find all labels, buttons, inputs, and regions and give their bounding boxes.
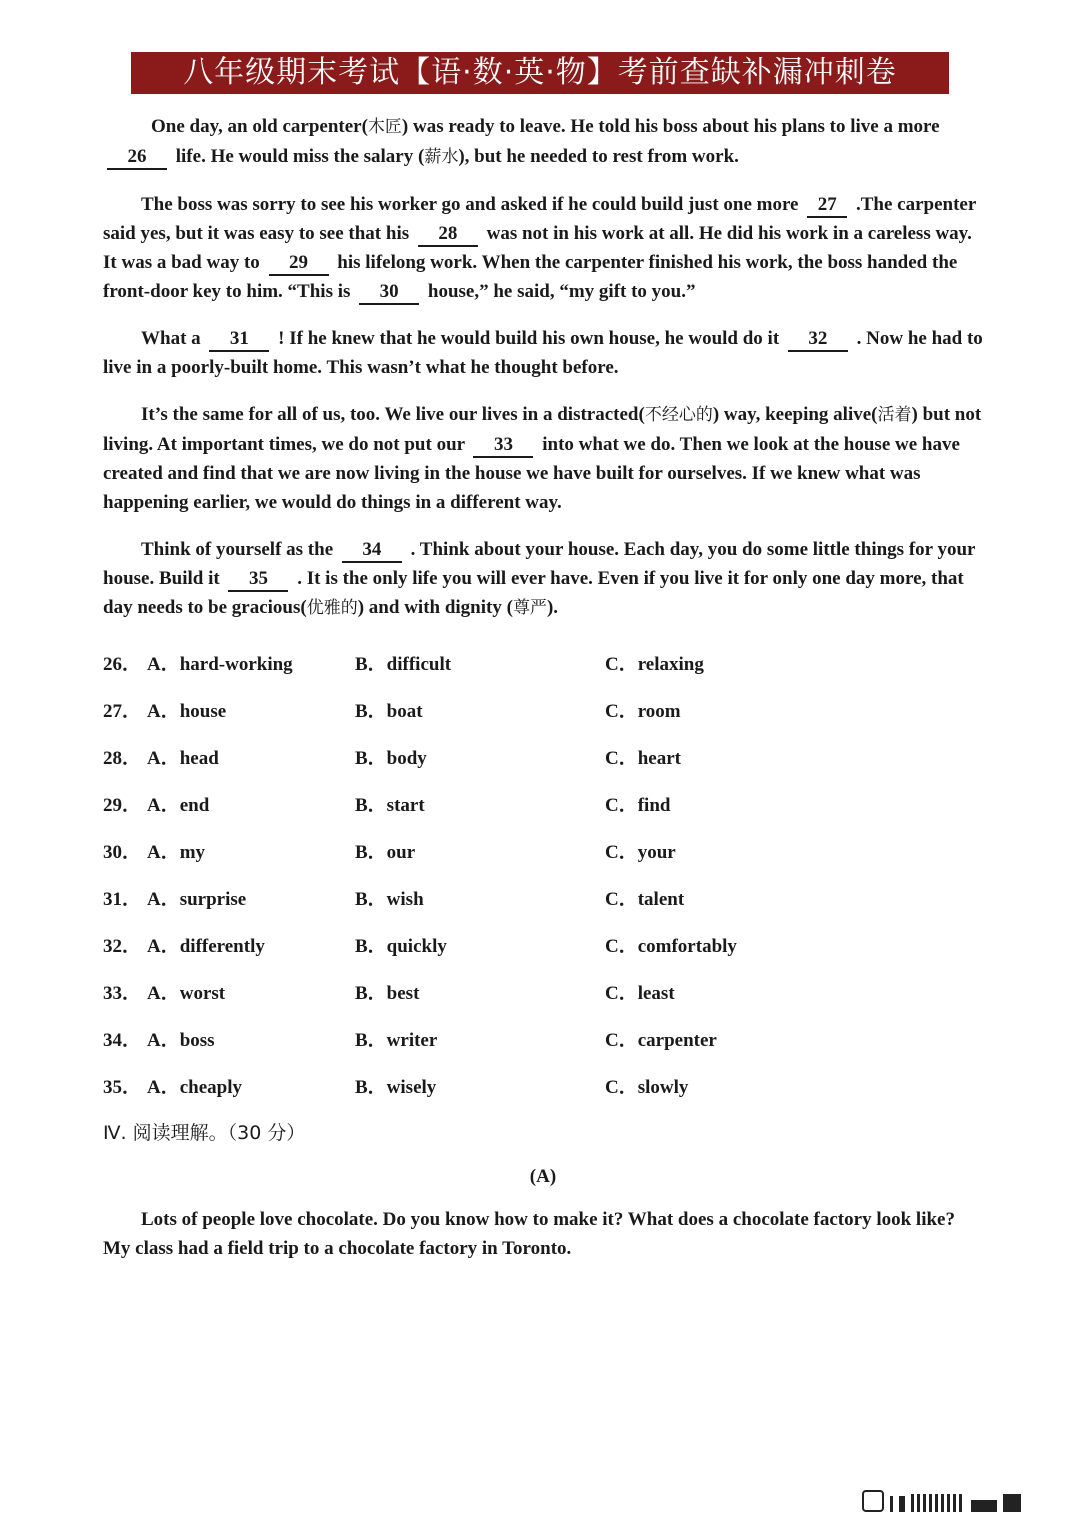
option-a[interactable]: A．house [147,701,227,722]
option-a[interactable]: A．differently [147,936,265,957]
text: was not in his work at all. He did his work in a careless way. It was a bad way to [103,223,972,273]
text: The boss was sorry to see his worker go and asked if he could build just one more [141,194,804,215]
bar-icon [899,1496,905,1512]
section-heading: Ⅳ. 阅读理解。（30 分） [103,1122,306,1144]
option-c[interactable]: C．heart [605,748,681,769]
blank-35[interactable]: 35 [228,568,288,592]
frame-icon[interactable] [862,1490,884,1512]
option-b[interactable]: B．writer [355,1030,438,1051]
chinese-gloss: 尊严 [512,598,547,618]
question-number: 33． [103,983,142,1004]
reading-intro-paragraph: Lots of people love chocolate. Do you know how to make it? What does a chocolate factory look like? My class had a field trip to a chocolate factory in Toronto. [103,1209,955,1259]
question-number: 34． [103,1030,142,1051]
option-c[interactable]: C．talent [605,889,685,910]
text: One day, an old carpenter( [151,116,368,137]
question-number: 32． [103,936,142,957]
text: ) and with dignity ( [357,597,513,618]
option-a[interactable]: A．hard-working [147,654,293,675]
option-b[interactable]: B．boat [355,701,423,722]
text: What a [141,328,206,349]
blank-32[interactable]: 32 [788,328,848,352]
option-b[interactable]: B．wish [355,889,424,910]
question-row-33 [103,970,983,1017]
chinese-gloss: 木匠 [367,117,402,137]
text: Think of yourself as the [141,539,338,560]
option-a[interactable]: A．boss [147,1030,215,1051]
question-row-30 [103,829,983,876]
option-c[interactable]: C．find [605,795,671,816]
text: ! If he knew that he would build his own house, he would do it [273,328,784,349]
text: his lifelong work. When the carpenter finished his work, the boss handed the front-door key to him. “This is [103,252,958,302]
blank-30[interactable]: 30 [359,281,419,305]
blank-33[interactable]: 33 [473,434,533,458]
text: ). [546,597,559,618]
option-a[interactable]: A．worst [147,983,226,1004]
text: . Think about your house. Each day, you do some little things for your house. Build it [103,539,976,589]
bar-icon [971,1500,997,1512]
text: into what we do. Then we look at the house we have created and find that we are now living in the house we have built for ourselves. If we knew what was happening earlier, we would do things in a different way. [103,434,960,513]
option-b[interactable]: B．wisely [355,1077,437,1098]
option-b[interactable]: B．difficult [355,654,452,675]
text: ), but he needed to rest from work. [458,146,739,167]
text: . Now he had to live in a poorly-built home. This wasn’t what he thought before. [103,328,983,378]
option-b[interactable]: B．start [355,795,425,816]
blank-31[interactable]: 31 [209,328,269,352]
chinese-gloss: 薪水 [424,147,459,167]
question-number: 27． [103,701,142,722]
question-number: 29． [103,795,142,816]
blank-34[interactable]: 34 [342,539,402,563]
passage-paragraph-2 [103,190,983,306]
text: .The carpenter said yes, but it was easy to see that his [103,194,976,244]
question-row-28 [103,735,983,782]
passage-paragraph-1 [103,112,983,172]
text: ) but not living. At important times, we do not put our [103,404,982,455]
option-a[interactable]: A．my [147,842,206,863]
blank-26[interactable]: 26 [107,146,167,170]
square-icon [1003,1494,1021,1512]
question-number: 30． [103,842,142,863]
option-b[interactable]: B．best [355,983,420,1004]
question-number: 31． [103,889,142,910]
option-c[interactable]: C．comfortably [605,936,737,957]
text: life. He would miss the salary ( [171,146,425,167]
option-a[interactable]: A．end [147,795,210,816]
passage-paragraph-3 [103,324,983,382]
option-c[interactable]: C．slowly [605,1077,689,1098]
text: . It is the only life you will ever have. Even if you live it for only one day more, that day needs to be gracious( [103,568,964,618]
passage-paragraph-5 [103,535,983,623]
question-number: 35． [103,1077,142,1098]
text: It’s the same for all of us, too. We live our lives in a distracted( [141,404,645,425]
option-c[interactable]: C．least [605,983,675,1004]
blank-28[interactable]: 28 [418,223,478,247]
viewer-toolbar[interactable] [862,1486,1058,1512]
option-a[interactable]: A．cheaply [147,1077,243,1098]
chinese-gloss: 优雅的 [306,598,358,618]
question-row-26 [103,641,983,688]
option-b[interactable]: B．quickly [355,936,447,957]
exam-content [103,112,983,1281]
option-c[interactable]: C．room [605,701,681,722]
option-c[interactable]: C．your [605,842,676,863]
question-row-29 [103,782,983,829]
option-c[interactable]: C．relaxing [605,654,704,675]
barcode-icon [911,1494,965,1512]
option-b[interactable]: B．body [355,748,427,769]
divider-icon [890,1496,893,1512]
blank-27[interactable]: 27 [807,194,847,218]
question-row-34 [103,1017,983,1064]
text: ) way, keeping alive( [712,404,878,425]
option-b[interactable]: B．our [355,842,416,863]
question-row-31 [103,876,983,923]
exam-title-banner: 八年级期末考试【语·数·英·物】考前查缺补漏冲刺卷 [131,52,949,94]
question-row-27 [103,688,983,735]
question-number: 26． [103,654,142,675]
option-a[interactable]: A．head [147,748,219,769]
question-row-35 [103,1064,983,1111]
text: house,” he said, “my gift to you.” [423,281,696,302]
answer-options [103,641,983,1111]
chinese-gloss: 活着 [877,405,912,425]
question-number: 28． [103,748,142,769]
question-row-32 [103,923,983,970]
chinese-gloss: 不经心的 [644,405,713,425]
text: ) was ready to leave. He told his boss about his plans to live a more [401,116,940,137]
blank-29[interactable]: 29 [269,252,329,276]
option-c[interactable]: C．carpenter [605,1030,717,1051]
passage-paragraph-4 [103,400,983,517]
option-a[interactable]: A．surprise [147,889,247,910]
section-subheading: (A) [529,1166,557,1187]
